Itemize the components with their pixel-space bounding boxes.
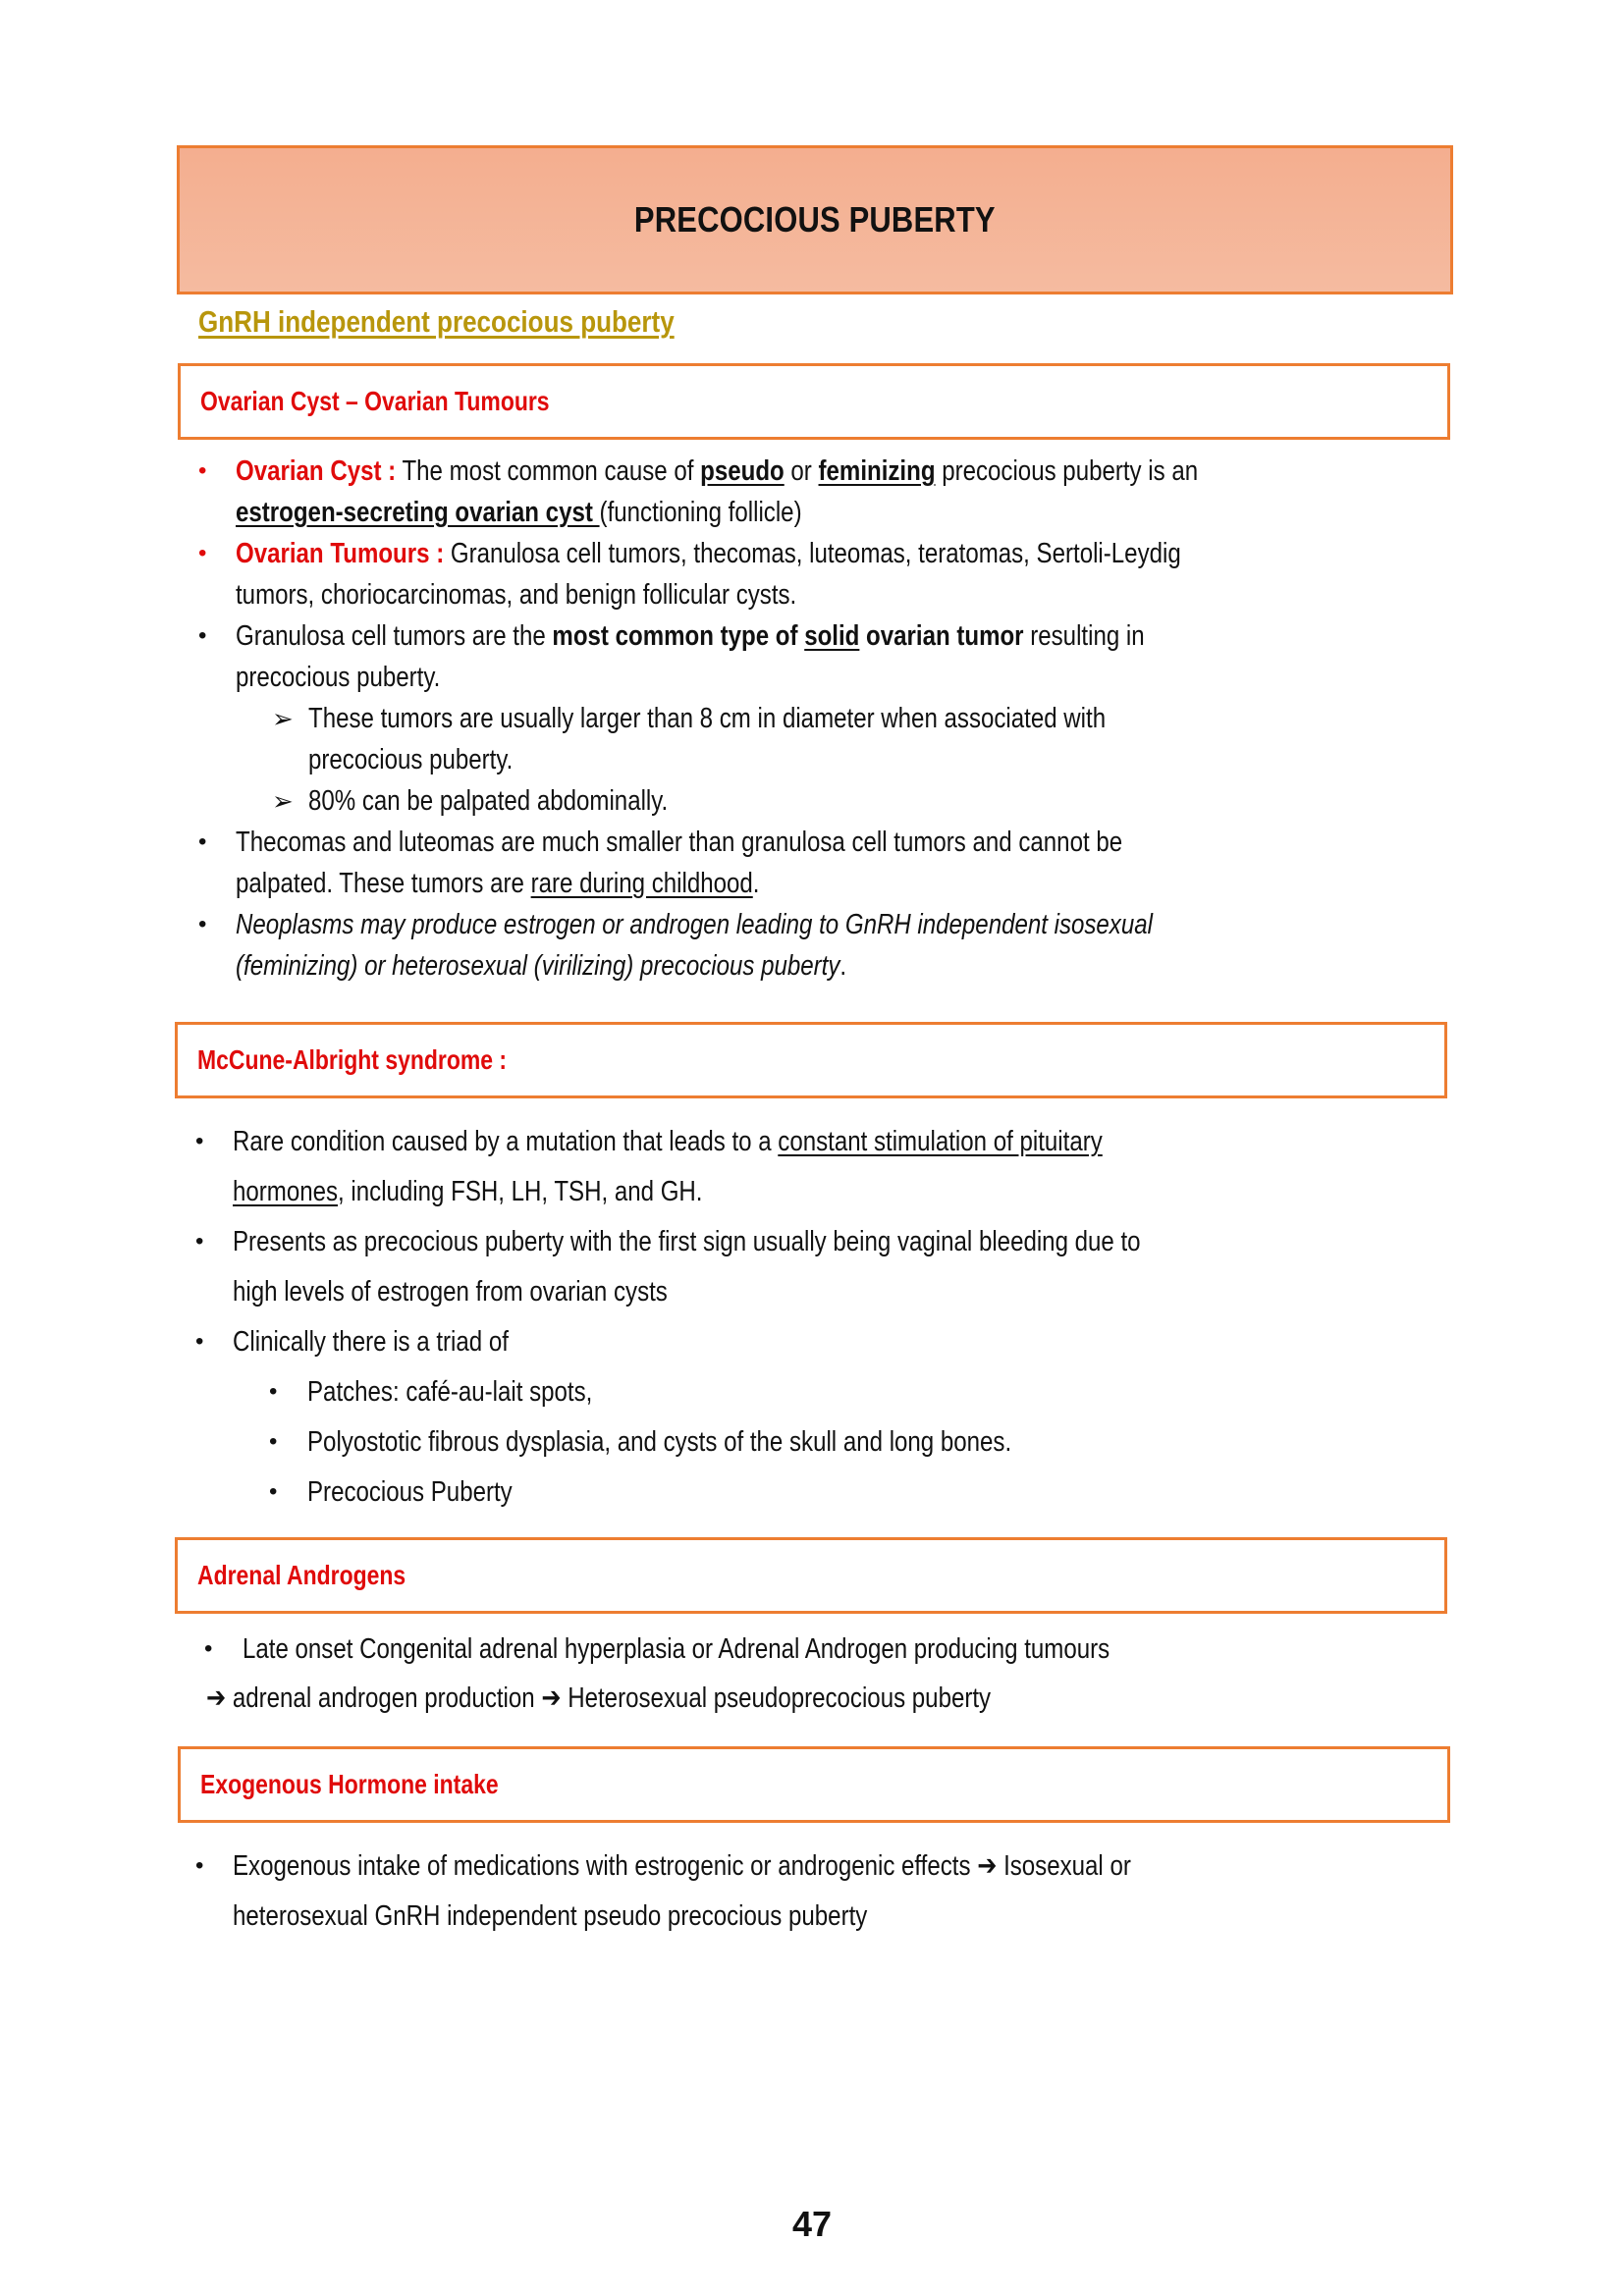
sub-item-size-cont: precocious puberty.	[308, 744, 514, 775]
section-heading-mccune: McCune-Albright syndrome :	[197, 1044, 508, 1075]
emphasis: ovarian tumor	[859, 620, 1024, 652]
text: .	[839, 950, 847, 982]
list-item-late-onset-cont	[206, 1682, 991, 1715]
sub-item-polyostotic: Polyostotic fibrous dysplasia, and cysts of the skull and long bones.	[307, 1426, 1012, 1458]
text: , including FSH, LH, TSH, and GH.	[338, 1176, 703, 1207]
emphasis-solid: solid	[804, 620, 860, 652]
arrow-icon: ➔	[977, 1850, 998, 1882]
text: precocious puberty is an	[935, 455, 1199, 487]
section-heading-box-ovarian	[178, 363, 1450, 440]
list-item-neoplasms-cont	[236, 949, 846, 983]
list-item-presents: Presents as precocious puberty with the first sign usually being vaginal bleeding due to	[233, 1226, 1141, 1257]
list-item-granulosa	[236, 619, 1145, 653]
emphasis: most common type of	[552, 620, 805, 652]
label-ovarian-tumours: Ovarian Tumours :	[236, 538, 445, 569]
list-item-ovarian-tumours	[236, 537, 1181, 570]
arrow-bullet-icon: ➢	[272, 704, 294, 733]
text: Isosexual or	[997, 1850, 1131, 1882]
bullet-icon: •	[195, 1228, 204, 1255]
list-item-late-onset: Late onset Congenital adrenal hyperplasia or Adrenal Androgen producing tumours	[243, 1633, 1110, 1665]
list-item-exogenous-cont: heterosexual GnRH independent pseudo precocious puberty	[233, 1900, 868, 1932]
bullet-icon: •	[195, 1128, 204, 1154]
section-heading-box-mccune	[175, 1022, 1447, 1098]
section-heading-box-adrenal	[175, 1537, 1447, 1614]
label-ovarian-cyst: Ovarian Cyst :	[236, 455, 397, 487]
list-item-neoplasms: Neoplasms may produce estrogen or androgen leading to GnRH independent isosexual	[236, 909, 1153, 940]
list-item-presents-cont: high levels of estrogen from ovarian cysts	[233, 1276, 668, 1308]
list-item-ovarian-tumours-cont: tumors, choriocarcinomas, and benign follicular cysts.	[236, 579, 797, 611]
bullet-icon: •	[198, 540, 207, 566]
emphasis-feminizing: feminizing	[818, 455, 936, 487]
emphasis-pseudo: pseudo	[700, 455, 785, 487]
text: palpated. These tumors are	[236, 868, 531, 899]
sub-item-size: These tumors are usually larger than 8 cm in diameter when associated with	[308, 703, 1107, 734]
sub-item-palpated: 80% can be palpated abdominally.	[308, 785, 669, 817]
text: Heterosexual pseudoprecocious puberty	[561, 1682, 992, 1714]
list-item-thecomas: Thecomas and luteomas are much smaller than granulosa cell tumors and cannot be	[236, 827, 1123, 858]
text: or	[784, 455, 819, 487]
section-heading-box-exogenous	[178, 1746, 1450, 1823]
sub-item-patches: Patches: café-au-lait spots,	[307, 1376, 593, 1408]
text: Granulosa cell tumors, thecomas, luteomas, teratomas, Sertoli-Leydig	[444, 538, 1181, 569]
emphasis-rare: rare during childhood	[530, 868, 753, 899]
page-number: 47	[791, 2204, 833, 2244]
text: (feminizing) or heterosexual (virilizing) precocious puberty	[236, 950, 840, 982]
arrow-icon: ➔	[206, 1682, 227, 1714]
list-item-rare-condition-cont	[233, 1175, 703, 1208]
bullet-icon: •	[204, 1635, 213, 1662]
section-subtitle: GnRH independent precocious puberty	[198, 304, 675, 339]
emphasis-estrogen-cyst: estrogen-secreting ovarian cyst	[236, 497, 600, 528]
bullet-icon: •	[198, 622, 207, 649]
bullet-icon: •	[269, 1428, 278, 1455]
list-item-triad: Clinically there is a triad of	[233, 1326, 509, 1358]
section-heading-adrenal: Adrenal Androgens	[197, 1560, 406, 1590]
page-title: PRECOCIOUS PUBERTY	[634, 199, 996, 240]
bullet-icon: •	[269, 1478, 278, 1505]
text: resulting in	[1023, 620, 1145, 652]
sub-item-precocious: Precocious Puberty	[307, 1476, 513, 1508]
text: Rare condition caused by a mutation that leads to a	[233, 1126, 779, 1157]
list-item-ovarian-cyst-cont	[236, 496, 802, 529]
list-item-thecomas-cont	[236, 867, 759, 900]
list-item-exogenous	[233, 1849, 1131, 1883]
bullet-icon: •	[195, 1852, 204, 1879]
emphasis-hormones: hormones	[233, 1176, 339, 1207]
list-item-ovarian-cyst	[236, 454, 1198, 488]
text: The most common cause of	[396, 455, 701, 487]
bullet-icon: •	[269, 1378, 278, 1405]
bullet-icon: •	[195, 1328, 204, 1355]
text: Exogenous intake of medications with estrogenic or androgenic effects	[233, 1850, 978, 1882]
text: .	[752, 868, 760, 899]
emphasis-stimulation: constant stimulation of pituitary	[778, 1126, 1103, 1157]
bullet-icon: •	[198, 457, 207, 484]
text: adrenal androgen production	[226, 1682, 542, 1714]
arrow-bullet-icon: ➢	[272, 786, 294, 816]
page-title-banner	[177, 145, 1453, 294]
arrow-icon: ➔	[541, 1682, 562, 1714]
section-heading-ovarian: Ovarian Cyst – Ovarian Tumours	[200, 386, 550, 416]
text: (functioning follicle)	[599, 497, 802, 528]
section-heading-exogenous: Exogenous Hormone intake	[200, 1769, 499, 1799]
list-item-granulosa-cont: precocious puberty.	[236, 662, 441, 693]
bullet-icon: •	[198, 828, 207, 855]
bullet-icon: •	[198, 911, 207, 937]
list-item-rare-condition	[233, 1125, 1103, 1158]
text: Granulosa cell tumors are the	[236, 620, 553, 652]
